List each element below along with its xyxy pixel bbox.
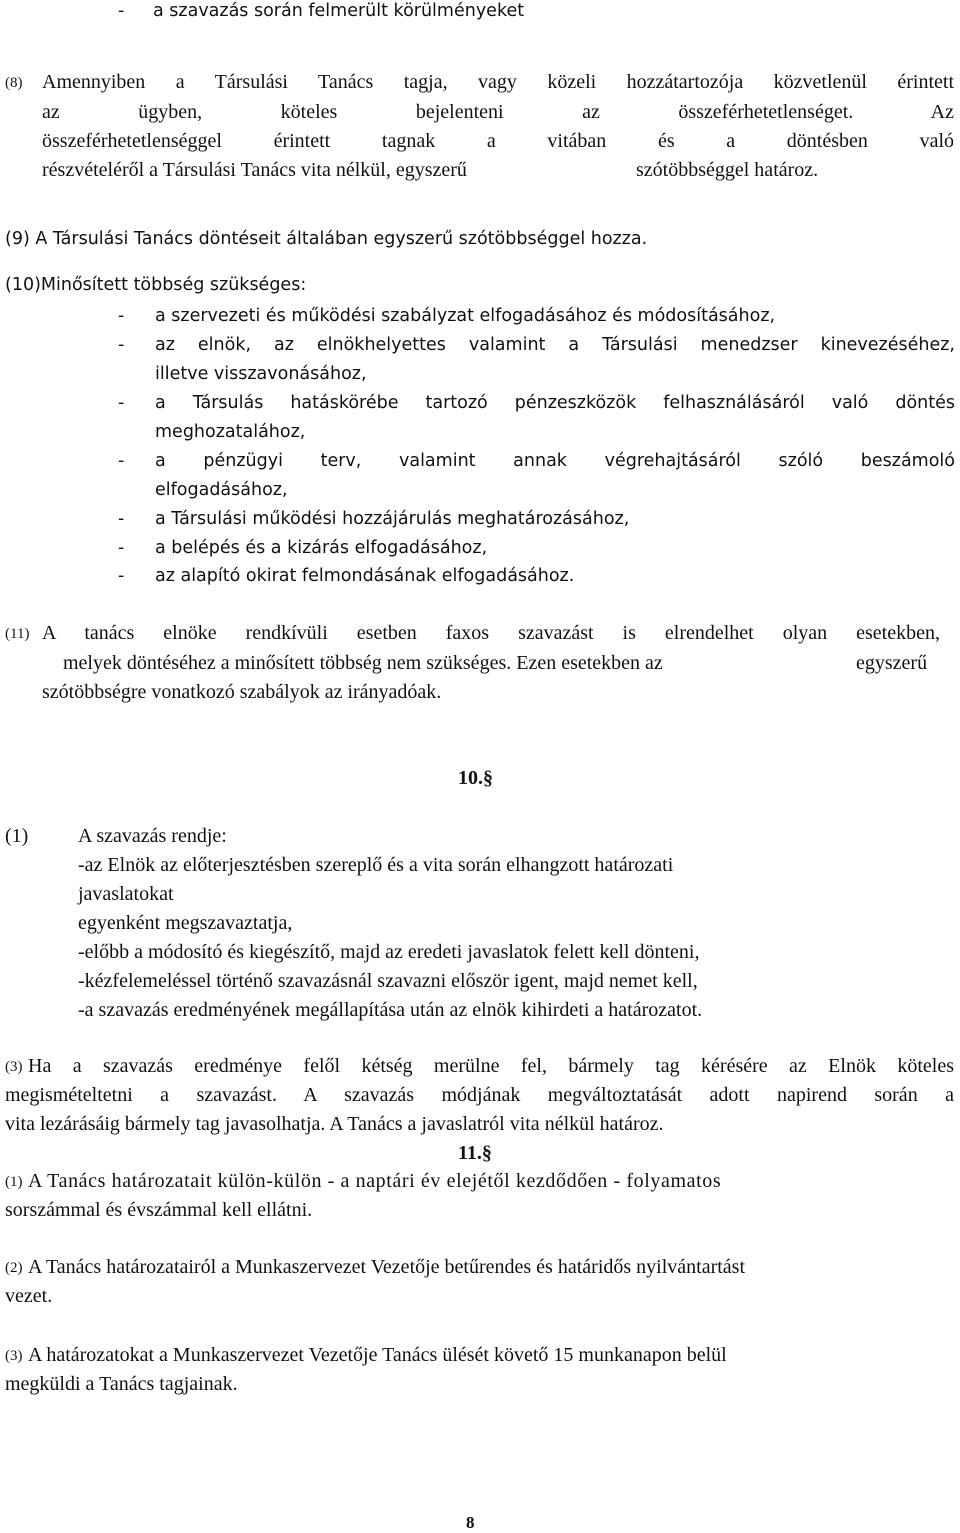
paragraph-line: A határozatokat a Munkaszervezet Vezetője Tanács ülését követő 15 munkanapon belül bbox=[28, 1344, 727, 1366]
list-item-text: a szavazás során felmerült körülményeket bbox=[153, 1, 525, 21]
paragraph-line: összeférhetetlenséggel érintett tagnak a vitában és a döntésben való bbox=[42, 130, 954, 152]
paragraph-line: -előbb a módosító és kiegészítő, majd az eredeti javaslatok felett kell dönteni, bbox=[78, 941, 700, 963]
paragraph-number: (3) bbox=[5, 1059, 23, 1075]
list-item-continuation: elfogadásához, bbox=[155, 480, 288, 500]
list-dash: - bbox=[118, 335, 125, 355]
paragraph-line: szótöbbségre vonatkozó szabályok az irányadóak. bbox=[42, 681, 442, 703]
paragraph-line: A Tanács határozatairól a Munkaszervezet Vezetője betűrendes és határidős nyilvántartást bbox=[28, 1256, 746, 1278]
list-dash: - bbox=[118, 566, 125, 586]
list-dash: - bbox=[118, 393, 125, 413]
list-dash: - bbox=[118, 1, 125, 21]
paragraph-line: sorszámmal és évszámmal kell ellátni. bbox=[5, 1199, 313, 1221]
list-item-text: az alapító okirat felmondásának elfogadásához. bbox=[155, 566, 575, 586]
section-sign: § bbox=[481, 1142, 492, 1164]
paragraph-number: (1) bbox=[5, 1174, 23, 1190]
paragraph-number: (2) bbox=[5, 1260, 23, 1276]
paragraph-number: (1) bbox=[5, 825, 29, 847]
list-dash: - bbox=[118, 509, 125, 529]
paragraph-line: Ha a szavazás eredménye felől kétség merülne fel, bármely tag kérésére az Elnök köteles bbox=[28, 1055, 954, 1077]
paragraph-line: -a szavazás eredményének megállapítása után az elnök kihirdeti a határozatot. bbox=[78, 999, 703, 1021]
page-number: 8 bbox=[466, 1513, 475, 1532]
paragraph-9: (9) A Társulási Tanács döntéseit általában egyszerű szótöbbséggel hozza. bbox=[5, 229, 648, 249]
paragraph-line: az ügyben, köteles bejelenteni az összeférhetetlenséget. Az bbox=[42, 101, 954, 123]
list-item-text: a pénzügyi terv, valamint annak végrehajtásáról szóló beszámoló bbox=[155, 451, 955, 471]
paragraph-line: vita lezárásáig bármely tag javasolhatja. A Tanács a javaslatról vita nélkül határoz. bbox=[5, 1113, 664, 1135]
paragraph-line: A tanács elnöke rendkívüli esetben faxos szavazást is elrendelhet olyan esetekben, bbox=[42, 622, 940, 644]
paragraph-line: szótöbbséggel határoz. bbox=[636, 159, 819, 181]
paragraph-line: Amennyiben a Társulási Tanács tagja, vagy közeli hozzátartozója közvetlenül érintett bbox=[42, 71, 954, 93]
paragraph-number: (3) bbox=[5, 1348, 23, 1364]
section-heading bbox=[458, 1143, 492, 1163]
paragraph-line: vezet. bbox=[5, 1285, 53, 1307]
list-item-text: a belépés és a kizárás elfogadásához, bbox=[155, 538, 488, 558]
section-number: 10. bbox=[458, 767, 483, 789]
paragraph-line: javaslatokat bbox=[78, 883, 174, 905]
paragraph-line: egyenként megszavaztatja, bbox=[78, 912, 293, 934]
paragraph-line: A Tanács határozatait külön-külön - a naptári év elejétől kezdődően - folyamatos bbox=[28, 1170, 722, 1192]
list-item-text: az elnök, az elnökhelyettes valamint a Társulási menedzser kinevezéséhez, bbox=[155, 335, 955, 355]
section-heading bbox=[458, 768, 493, 788]
list-item-text: a Társulási működési hozzájárulás meghatározásához, bbox=[155, 509, 630, 529]
paragraph-line: melyek döntéséhez a minősített többség nem szükséges. Ezen esetekben az bbox=[63, 652, 663, 674]
paragraph-heading: (10)Minősített többség szükséges: bbox=[5, 275, 307, 295]
paragraph-line: egyszerű bbox=[856, 652, 928, 674]
paragraph-line: megküldi a Tanács tagjainak. bbox=[5, 1373, 238, 1395]
list-dash: - bbox=[118, 538, 125, 558]
list-dash: - bbox=[118, 451, 125, 471]
section-sign: § bbox=[483, 767, 493, 789]
list-item-continuation: meghozatalához, bbox=[155, 422, 306, 442]
paragraph-number: (8) bbox=[5, 75, 23, 91]
paragraph-number: (11) bbox=[5, 626, 30, 642]
paragraph-line: -az Elnök az előterjesztésben szereplő és a vita során elhangzott határozati bbox=[78, 854, 674, 876]
list-item-text: a Társulás hatáskörébe tartozó pénzeszközök felhasználásáról való döntés bbox=[155, 393, 955, 413]
list-dash: - bbox=[118, 306, 125, 326]
paragraph-line: megismételtetni a szavazást. A szavazás módjának megváltoztatását adott napirend során a bbox=[5, 1084, 954, 1106]
paragraph-line: részvételéről a Társulási Tanács vita nélkül, egyszerű bbox=[42, 159, 467, 181]
section-number: 11. bbox=[458, 1142, 482, 1164]
list-item-text: a szervezeti és működési szabályzat elfogadásához és módosításához, bbox=[155, 306, 776, 326]
paragraph-line: -kézfelemeléssel történő szavazásnál szavazni először igent, majd nemet kell, bbox=[78, 970, 698, 992]
list-item-continuation: illetve visszavonásához, bbox=[155, 364, 367, 384]
paragraph-heading: A szavazás rendje: bbox=[78, 825, 227, 847]
